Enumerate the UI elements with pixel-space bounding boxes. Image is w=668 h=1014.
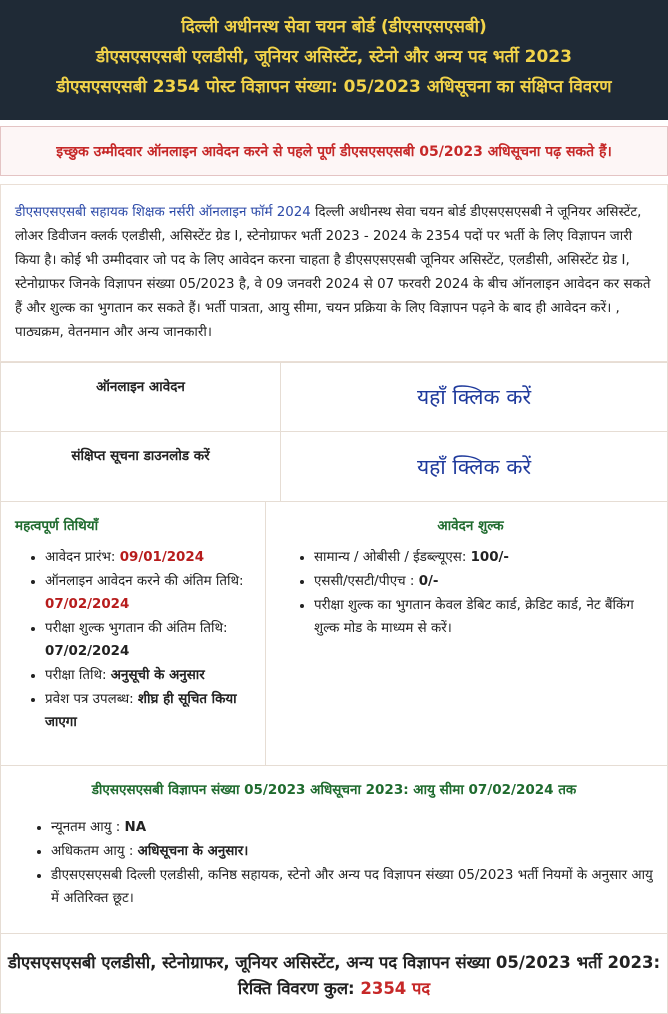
fees-title: आवेदन शुल्क: [437, 518, 504, 534]
date-label: परीक्षा तिथि:: [45, 668, 111, 683]
header-subtitle: डीएसएसएसबी एलडीसी, जूनियर असिस्टेंट, स्टेनो और अन्य पद भर्ती 2023: [96, 47, 572, 67]
list-item: [51, 864, 657, 910]
application-fee: [266, 502, 667, 765]
vacancy-text: डीएसएसएसबी एलडीसी, स्टेनोग्राफर, जूनियर असिस्टेंट, अन्य पद विज्ञापन संख्या 05/2023 भर्ती 2023: रिक्ति विवरण कुल:: [7, 953, 661, 998]
age-value: अधिसूचना के अनुसार।: [137, 844, 249, 859]
age-title: डीएसएसएसबी विज्ञापन संख्या 05/2023 अधिसूचना 2023: आयु सीमा 07/02/2024 तक: [91, 782, 577, 798]
list-item: [51, 816, 657, 839]
intro-link[interactable]: डीएसएसएसबी सहायक शिक्षक नर्सरी ऑनलाइन फॉर्म 2024: [15, 205, 311, 220]
date-label: प्रवेश पत्र उपलब्ध:: [45, 692, 138, 707]
date-value: शीघ्र ही सूचित किया जाएगा: [45, 692, 237, 730]
list-item: [45, 664, 255, 687]
notice-banner: [0, 126, 668, 176]
date-value: 09/01/2024: [119, 550, 205, 565]
date-value: अनुसूची के अनुसार: [110, 668, 205, 683]
date-label: आवेदन प्रारंभ:: [45, 550, 120, 565]
fee-value: 100/-: [470, 550, 509, 565]
intro-paragraph: [0, 184, 668, 362]
age-label: अधिकतम आयु :: [51, 844, 138, 859]
list-item: [45, 688, 255, 734]
download-notice-row: [0, 432, 668, 502]
list-item: [314, 570, 657, 593]
list-item: [314, 594, 657, 640]
dates-title: महत्वपूर्ण तिथियाँ: [15, 518, 99, 534]
date-value: 07/02/2024: [45, 644, 130, 659]
dates-list: [15, 546, 255, 734]
date-value: 07/02/2024: [45, 597, 130, 612]
fee-label: सामान्य / ओबीसी / ईडब्ल्यूएस:: [314, 550, 471, 565]
download-notice-label: संक्षिप्त सूचना डाउनलोड करें: [1, 432, 281, 501]
age-list: [11, 816, 657, 910]
age-label: डीएसएसएसबी दिल्ली एलडीसी, कनिष्ठ सहायक, स्टेनो और अन्य पद विज्ञापन संख्या 05/2023 भर्ती नियमों के अनुसार आयु में अतिरिक्त छूट।: [51, 868, 653, 906]
apply-online-label: ऑनलाइन आवेदन: [1, 363, 281, 431]
list-item: [51, 840, 657, 863]
fee-label: परीक्षा शुल्क का भुगतान केवल डेबिट कार्ड, क्रेडिट कार्ड, नेट बैंकिंग शुल्क मोड के माध्यम से करें।: [314, 598, 634, 636]
list-item: [45, 570, 255, 616]
age-label: न्यूनतम आयु :: [51, 820, 125, 835]
vacancy-count: 2354 पद: [360, 979, 431, 998]
apply-online-link[interactable]: यहाँ क्लिक करें: [416, 385, 532, 409]
list-item: [45, 617, 255, 663]
fee-value: 0/-: [418, 574, 439, 589]
dates-fees-section: [0, 502, 668, 766]
fees-list: [284, 546, 657, 640]
age-value: NA: [124, 820, 147, 835]
fee-label: एससी/एसटी/पीएच :: [314, 574, 419, 589]
vacancy-heading: [0, 934, 668, 1014]
apply-online-row: [0, 362, 668, 432]
header-title: दिल्ली अधीनस्थ सेवा चयन बोर्ड (डीएसएसएसबी): [181, 17, 487, 37]
date-label: ऑनलाइन आवेदन करने की अंतिम तिथि:: [45, 574, 244, 589]
list-item: [45, 546, 255, 569]
age-limit-section: [0, 766, 668, 934]
notice-text: इच्छुक उम्मीदवार ऑनलाइन आवेदन करने से पहले पूर्ण डीएसएसएसबी 05/2023 अधिसूचना पढ़ सकते हैं।: [56, 143, 612, 160]
list-item: [314, 546, 657, 569]
download-notice-link[interactable]: यहाँ क्लिक करें: [416, 454, 532, 479]
page-header: [0, 0, 668, 120]
header-description: डीएसएसएसबी 2354 पोस्ट विज्ञापन संख्या: 05/2023 अधिसूचना का संक्षिप्त विवरण: [56, 77, 612, 97]
important-dates: [1, 502, 266, 765]
date-label: परीक्षा शुल्क भुगतान की अंतिम तिथि:: [45, 621, 228, 636]
intro-text: दिल्ली अधीनस्थ सेवा चयन बोर्ड डीएसएसएसबी ने जूनियर असिस्टेंट, लोअर डिवीजन क्लर्क एलडीसी, असिस्टेंट ग्रेड I, स्टेनोग्राफर भर्ती 2023 - 2024 के 2354 पदों पर भर्ती के लिए विज्ञापन जारी किया है। कोई भी उम्मीदवार जो पद के लिए आवेदन करना चाहता है डीएसएसएसबी जूनियर असिस्टेंट, एलडीसी, असिस्टेंट ग्रेड I, स्टेनोग्राफर जिनके विज्ञापन संख्या 05/2023 है, वे 09 जनवरी 2024 से 07 फरवरी 2024 के बीच ऑनलाइन आवेदन कर सकते हैं और शुल्क का भुगतान कर सकते हैं। भर्ती पात्रता, आयु सीमा, चयन प्रक्रिया के लिए विज्ञापन पढ़ने के बाद ही आवेदन करें। , पाठ्यक्रम, वेतनमान और अन्य जानकारी।: [15, 205, 651, 340]
